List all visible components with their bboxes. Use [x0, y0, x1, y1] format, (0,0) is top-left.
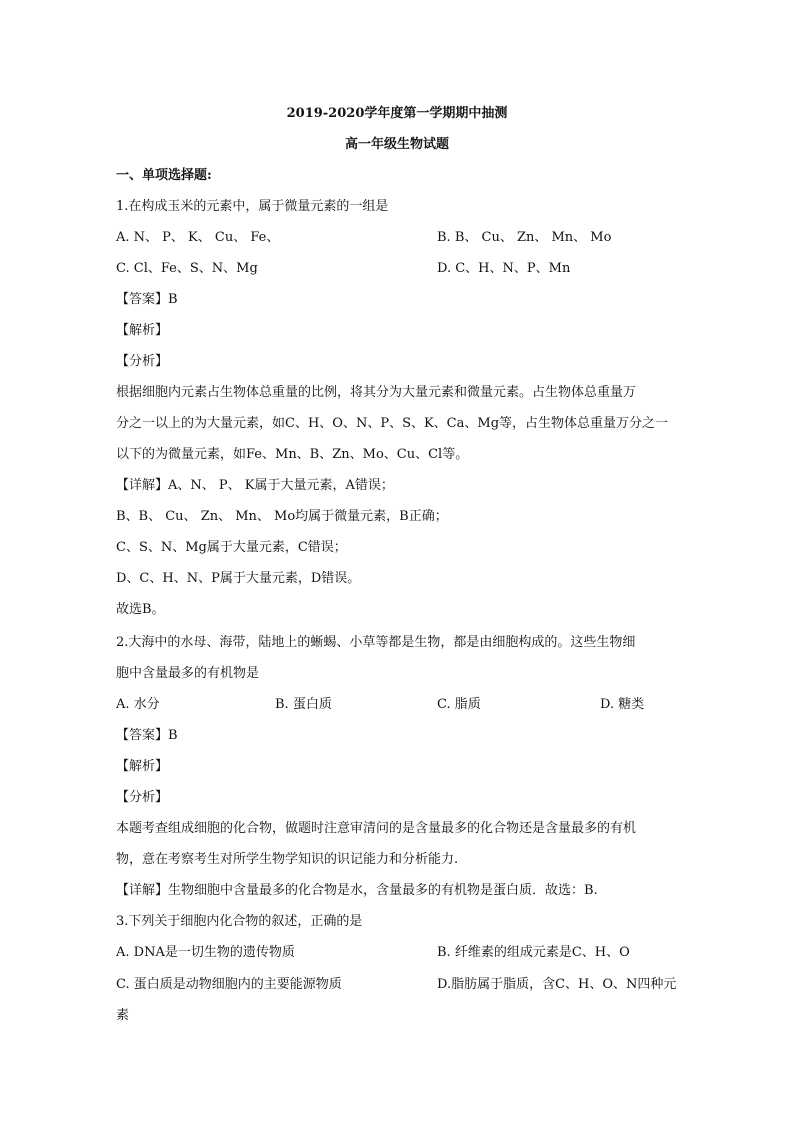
- question-1-detail-line: B、B、 Cu、 Zn、 Mn、 Mo均属于微量元素，B正确；: [116, 509, 448, 524]
- page-title: 2019-2020学年度第一学期期中抽测: [286, 106, 508, 121]
- question-1-analysis-line: 分之一以上的为大量元素，如C、H、O、N、P、S、K、Ca、Mg等，占生物体总重量万分之一: [116, 416, 669, 431]
- question-2-answer: 【答案】B: [116, 728, 178, 743]
- question-1-analysis-line: 根据细胞内元素占生物体总重量的比例，将其分为大量元素和微量元素。占生物体总重量万: [116, 385, 637, 400]
- question-1-jiexi-label: 【解析】: [116, 323, 169, 338]
- question-1-analysis-line: 以下的为微量元素，如Fe、Mn、B、Zn、Mo、Cu、Cl等。: [116, 447, 469, 462]
- question-2-stem-line: 胞中含量最多的有机物是: [116, 666, 260, 681]
- question-1-detail-line: C、S、N、Mg属于大量元素，C错误；: [116, 540, 347, 555]
- question-1-stem: 1.在构成玉米的元素中，属于微量元素的一组是: [116, 199, 389, 214]
- page-subtitle: 高一年级生物试题: [344, 137, 449, 152]
- question-2-stem-line: 2.大海中的水母、海带，陆地上的蜥蜴、小草等都是生物，都是由细胞构成的。这些生物细: [116, 635, 636, 650]
- question-3-stem: 3.下列关于细胞内化合物的叙述，正确的是: [116, 914, 363, 929]
- question-2-jiexi-label: 【解析】: [116, 759, 169, 774]
- question-2-fenxi-label: 【分析】: [116, 790, 169, 805]
- question-1-option-b: B. B、 Cu、 Zn、 Mn、 Mo: [437, 230, 612, 245]
- question-1-option-a: A. N、 P、 K、 Cu、 Fe、: [116, 230, 280, 245]
- question-1-option-c: C. Cl、Fe、S、N、Mg: [116, 261, 258, 276]
- question-2-analysis-line: 物，意在考察考生对所学生物学知识的识记能力和分析能力.: [116, 852, 459, 867]
- question-1-conclusion: 故选B。: [116, 602, 165, 617]
- question-1-detail-line: D、C、H、N、P属于大量元素，D错误。: [116, 571, 361, 586]
- question-1-answer: 【答案】B: [116, 292, 178, 307]
- question-2-analysis-line: 本题考查组成细胞的化合物，做题时注意审清问的是含量最多的化合物还是含量最多的有机: [116, 821, 637, 836]
- question-2-option-c: C. 脂质: [437, 697, 481, 712]
- question-3-option-c: C. 蛋白质是动物细胞内的主要能源物质: [116, 977, 342, 992]
- question-1-option-d: D. C、H、N、P、Mn: [437, 261, 571, 276]
- question-3-option-b: B. 纤维素的组成元素是C、H、O: [437, 945, 630, 960]
- question-1-detail-line: 【详解】A、N、 P、 K属于大量元素，A错误；: [116, 478, 394, 493]
- question-3-option-d: D.脂肪属于脂质，含C、H、O、N四种元: [437, 977, 677, 992]
- question-2-option-a: A. 水分: [116, 697, 160, 712]
- question-3-option-d-continued: 素: [116, 1008, 130, 1023]
- question-2-option-d: D. 糖类: [600, 697, 645, 712]
- question-1-fenxi-label: 【分析】: [116, 354, 169, 369]
- question-2-detail: 【详解】生物细胞中含量最多的化合物是水，含量最多的有机物是蛋白质．故选：B.: [116, 883, 598, 898]
- question-3-option-a: A. DNA是一切生物的遗传物质: [116, 945, 295, 960]
- question-2-option-b: B. 蛋白质: [275, 697, 332, 712]
- section-heading: 一、单项选择题:: [116, 168, 212, 183]
